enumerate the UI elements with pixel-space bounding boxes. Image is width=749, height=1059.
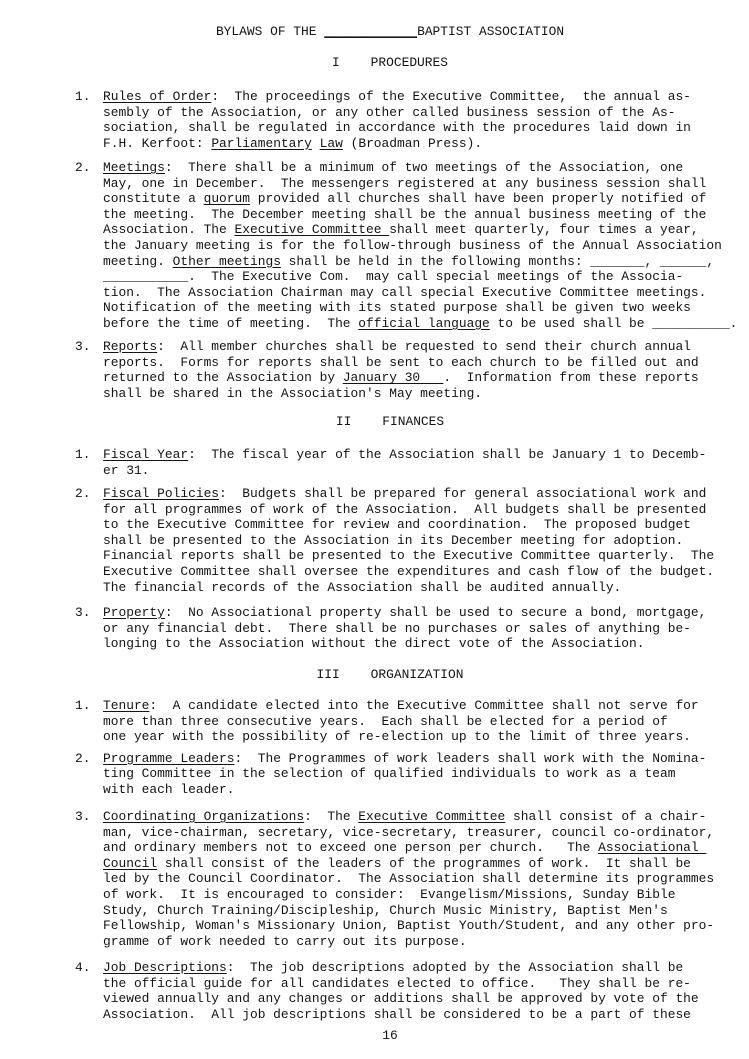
text-segment: : Budgets shall be prepared for general associational work and: [219, 486, 707, 501]
text-segment: the January meeting is for the follow-through business of the Annual Association: [103, 237, 722, 253]
text-line: [103, 254, 737, 270]
text-segment: er 31.: [103, 462, 150, 478]
text-segment: The financial records of the Association shall be audited annually.: [103, 579, 622, 595]
item-number: 3.: [75, 809, 91, 824]
page-number: 16: [382, 1028, 398, 1044]
text-segment: and ordinary members not to exceed one person per church. The: [103, 840, 599, 856]
text-line: [103, 840, 714, 856]
text-line: [103, 871, 714, 887]
item-number: 2.: [75, 160, 91, 175]
text-line: [103, 176, 737, 192]
section-heading: III ORGANIZATION: [316, 667, 464, 682]
text-segment: viewed annually and any changes or additions shall be approved by vote of the: [103, 991, 699, 1007]
text-segment: : All member churches shall be requested to send their church annual: [157, 339, 691, 354]
text-line: [103, 463, 706, 479]
text-segment: more than three consecutive years. Each shall be elected for a period of: [103, 713, 668, 729]
text-line: [103, 517, 714, 533]
section-heading: II FINANCES: [335, 414, 445, 429]
text-segment: : The Programmes of work leaders shall work with the Nomina-: [234, 750, 707, 766]
underlined-term: official language: [358, 315, 490, 331]
item-text: [103, 809, 714, 949]
underlined-term: Other meetings: [172, 253, 281, 269]
underlined-term: quorum: [203, 191, 250, 207]
text-segment: gramme of work needed to carry out its purpose.: [103, 933, 467, 949]
item-text: [103, 698, 699, 745]
text-segment: : No Associational property shall be used to secure a bond, mortgage,: [164, 605, 707, 620]
text-line: [103, 605, 706, 621]
text-segment: sociation, shall be regulated in accordance with the procedures laid down in: [103, 120, 691, 136]
text-segment: shall consist of a chair-: [505, 809, 707, 824]
underlined-term: January 30: [342, 370, 444, 386]
underlined-term: Tenure: [103, 698, 150, 713]
text-segment: shall be held in the following months: _______, ______,: [280, 253, 715, 269]
text-line: [103, 809, 714, 825]
text-segment: ___________. The Executive Com. may call special meetings of the Associa-: [103, 269, 684, 285]
text-segment: reports. Forms for reports shall be sent to each church to be filled out and: [103, 354, 699, 370]
text-segment: . Information from these reports: [443, 370, 699, 386]
text-segment: man, vice-chairman, secretary, vice-secretary, treasurer, council co-ordinator,: [103, 824, 715, 840]
text-segment: led by the Council Coordinator. The Association shall determine its programmes: [103, 871, 715, 887]
text-line: [103, 918, 714, 934]
text-line: [103, 191, 737, 207]
text-segment: shall meet quarterly, four times a year,: [389, 222, 699, 238]
text-line: [103, 729, 699, 745]
text-line: [103, 285, 737, 301]
item-text: [103, 751, 706, 798]
text-segment: of work. It is encouraged to consider: Evangelism/Missions, Sunday Bible: [103, 886, 676, 902]
text-segment: shall be shared in the Association's May meeting.: [103, 385, 483, 401]
text-segment: : The: [304, 809, 359, 824]
item-text: [103, 89, 691, 151]
text-line: [103, 766, 706, 782]
item-text: [103, 605, 706, 652]
item-number: 1.: [75, 447, 91, 462]
underlined-term: Law: [319, 135, 343, 151]
text-line: [103, 934, 714, 950]
text-segment: Association. The: [103, 222, 235, 238]
item-number: 2.: [75, 750, 91, 766]
text-segment: Notification of the meeting with its stated purpose shall be given two weeks: [103, 300, 691, 316]
text-segment: : There shall be a minimum of two meetings of the Association, one: [164, 160, 684, 175]
text-segment: meeting.: [103, 253, 173, 269]
text-segment: or any financial debt. There shall be no purchases or sales of anything be-: [103, 620, 691, 636]
underlined-term: Property: [103, 605, 165, 620]
item-number: 1.: [75, 698, 91, 713]
item-number: 2.: [75, 486, 91, 501]
underlined-term: Council: [103, 855, 158, 871]
text-line: [103, 714, 699, 730]
text-segment: the meeting. The December meeting shall be the annual business meeting of the: [103, 206, 707, 222]
underlined-term: Executive Committee: [358, 809, 506, 824]
item-text: [103, 160, 737, 332]
text-segment: shall be presented to the Association in its December meeting for adoption.: [103, 532, 684, 548]
text-line: [103, 222, 737, 238]
text-segment: (Broadman Press).: [342, 135, 483, 151]
text-segment: the official guide for all candidates elected to office. They shall be re-: [103, 975, 691, 991]
text-line: [103, 548, 714, 564]
text-line: [103, 105, 691, 121]
text-line: [103, 960, 699, 976]
text-line: [103, 564, 714, 580]
text-line: [103, 447, 706, 463]
item-number: 3.: [75, 339, 91, 354]
text-line: [103, 238, 737, 254]
text-segment: constitute a: [103, 191, 204, 207]
text-line: [103, 355, 699, 371]
text-line: [103, 825, 714, 841]
text-segment: longing to the Association without the direct vote of the Association.: [103, 636, 645, 652]
text-line: [103, 903, 714, 919]
text-segment: one year with the possibility of re-election up to the limit of three years.: [103, 729, 691, 745]
text-line: [103, 533, 714, 549]
text-segment: Financial reports shall be presented to the Executive Committee quarterly. The: [103, 548, 715, 564]
text-line: [103, 580, 714, 596]
text-segment: Fellowship, Woman's Missionary Union, Baptist Youth/Student, and any other pro-: [103, 918, 715, 934]
text-segment: with each leader.: [103, 781, 235, 797]
item-text: [103, 339, 699, 401]
text-segment: Association. All job descriptions shall be considered to be a part of these: [103, 1006, 691, 1022]
text-segment: sembly of the Association, or any other called business session of the As-: [103, 104, 676, 120]
title-prefix: BYLAWS OF THE: [215, 24, 325, 39]
text-line: [103, 207, 737, 223]
text-line: [103, 269, 737, 285]
text-segment: : A candidate elected into the Executive Committee shall not serve for: [149, 698, 699, 713]
text-line: [103, 316, 737, 332]
text-line: [103, 386, 699, 402]
underlined-term: Parliamentary: [211, 135, 312, 151]
text-segment: : The job descriptions adopted by the Association shall be: [226, 960, 684, 975]
document-title: [0, 24, 749, 39]
text-segment: before the time of meeting. The: [103, 315, 359, 331]
text-line: [103, 782, 706, 798]
text-line: [103, 370, 699, 386]
text-segment: returned to the Association by: [103, 370, 343, 386]
text-line: [103, 887, 714, 903]
text-line: [103, 300, 737, 316]
text-line: [103, 339, 699, 355]
text-line: [103, 856, 714, 872]
text-segment: Study, Church Training/Discipleship, Church Music Ministry, Baptist Men's: [103, 902, 668, 918]
text-segment: shall consist of the leaders of the programmes of work. It shall be: [157, 855, 691, 871]
underlined-term: Reports: [103, 339, 158, 354]
text-line: [103, 698, 699, 714]
item-number: 1.: [75, 89, 91, 104]
text-segment: tion. The Association Chairman may call special Executive Committee meetings.: [103, 284, 707, 300]
text-segment: F.H. Kerfoot:: [103, 135, 212, 151]
text-segment: May, one in December. The messengers registered at any business session shall: [103, 175, 707, 191]
text-line: [103, 1007, 699, 1023]
association-name-blank: ____________: [324, 24, 418, 39]
text-line: [103, 136, 691, 152]
item-number: 4.: [75, 960, 91, 975]
text-line: [103, 502, 714, 518]
text-segment: Executive Committee shall oversee the expenditures and cash flow of the budget.: [103, 563, 715, 579]
text-segment: to the Executive Committee for review and coordination. The proposed budget: [103, 517, 691, 533]
underlined-term: Coordinating Organizations: [103, 809, 305, 824]
item-number: 3.: [75, 605, 91, 620]
text-line: [103, 486, 714, 502]
text-segment: provided all churches shall have been properly notified of: [250, 191, 707, 207]
text-segment: ting Committee in the selection of qualified individuals to work as a team: [103, 766, 676, 782]
underlined-term: Associational: [598, 840, 707, 856]
title-suffix: BAPTIST ASSOCIATION: [417, 24, 565, 39]
item-text: [103, 960, 699, 1022]
text-line: [103, 160, 737, 176]
text-segment: for all programmes of work of the Association. All budgets shall be presented: [103, 501, 707, 517]
text-line: [103, 976, 699, 992]
item-text: [103, 447, 706, 478]
text-segment: : The proceedings of the Executive Committee, the annual as-: [211, 89, 691, 104]
underlined-term: Meetings: [103, 160, 165, 175]
underlined-term: Programme Leaders: [103, 750, 235, 766]
text-segment: [312, 136, 320, 151]
text-segment: to be used shall be __________.: [489, 315, 738, 331]
text-segment: : The fiscal year of the Association shall be January 1 to Decemb-: [188, 447, 707, 462]
underlined-term: Fiscal Year: [103, 447, 189, 462]
underlined-term: Executive Committee: [234, 222, 390, 238]
text-line: [103, 991, 699, 1007]
underlined-term: Rules of Order: [103, 89, 212, 104]
text-line: [103, 621, 706, 637]
text-line: [103, 636, 706, 652]
underlined-term: Fiscal Policies: [103, 486, 220, 501]
underlined-term: Job Descriptions: [103, 960, 227, 975]
text-line: [103, 89, 691, 105]
section-heading: I PROCEDURES: [331, 55, 449, 70]
item-text: [103, 486, 714, 595]
text-line: [103, 751, 706, 767]
text-line: [103, 120, 691, 136]
